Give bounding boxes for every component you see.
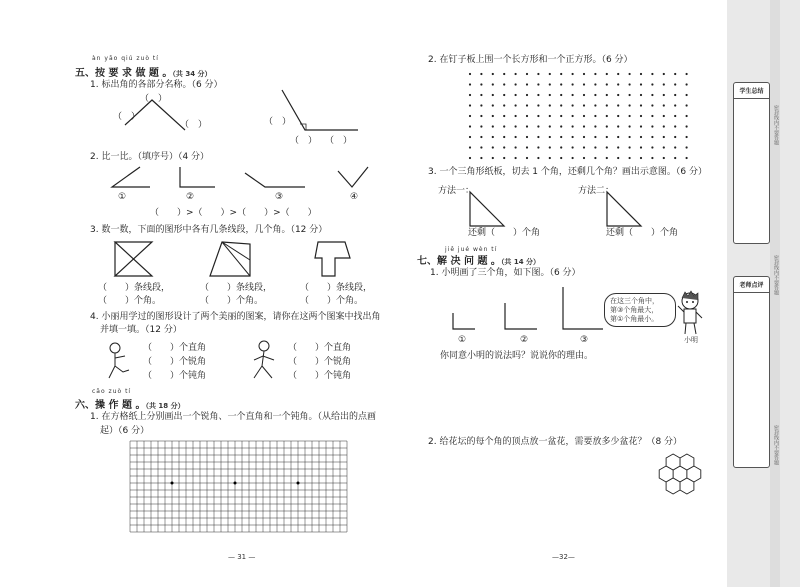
peg[interactable] [674, 94, 676, 96]
peg[interactable] [651, 104, 653, 106]
q1-blank[interactable]: （ ） [264, 117, 292, 127]
peg[interactable] [480, 73, 482, 75]
q4-right-angles-2[interactable]: （ ）个直角 [288, 343, 352, 353]
q4-acute-angles-1[interactable]: （ ）个锐角 [143, 357, 207, 367]
triangle-method2 [605, 190, 645, 230]
peg[interactable] [651, 125, 653, 127]
q2-label-1: ① [118, 192, 127, 202]
peg[interactable] [503, 83, 505, 85]
peg[interactable] [640, 115, 642, 117]
peg[interactable] [606, 94, 608, 96]
peg[interactable] [617, 104, 619, 106]
peg[interactable] [480, 104, 482, 106]
peg[interactable] [526, 104, 528, 106]
peg[interactable] [640, 136, 642, 138]
triangle-method1 [468, 190, 508, 230]
peg[interactable] [572, 157, 574, 159]
peg[interactable] [572, 115, 574, 117]
peg[interactable] [503, 115, 505, 117]
peg[interactable] [663, 125, 665, 127]
peg[interactable] [674, 104, 676, 106]
peg[interactable] [594, 73, 596, 75]
peg[interactable] [686, 125, 688, 127]
peg[interactable] [560, 115, 562, 117]
method2-remaining[interactable]: 还剩（ ）个角 [606, 228, 679, 238]
peg[interactable] [606, 83, 608, 85]
q7-2-text: 2. 给花坛的每个角的顶点放一盆花，需要放多少盆花？（8 分） [428, 437, 683, 447]
peg[interactable] [686, 94, 688, 96]
method2-label: 方法二： [578, 186, 615, 196]
peg[interactable] [526, 136, 528, 138]
peg[interactable] [674, 73, 676, 75]
peg[interactable] [515, 136, 517, 138]
peg[interactable] [594, 104, 596, 106]
peg[interactable] [663, 94, 665, 96]
peg[interactable] [572, 104, 574, 106]
peg[interactable] [594, 94, 596, 96]
q4-right-angles-1[interactable]: （ ）个直角 [143, 343, 207, 353]
peg[interactable] [526, 115, 528, 117]
peg[interactable] [594, 136, 596, 138]
peg[interactable] [469, 125, 471, 127]
peg[interactable] [674, 115, 676, 117]
peg[interactable] [629, 146, 631, 148]
peg[interactable] [617, 115, 619, 117]
peg[interactable] [480, 94, 482, 96]
peg[interactable] [686, 73, 688, 75]
peg[interactable] [617, 94, 619, 96]
peg[interactable] [469, 115, 471, 117]
peg[interactable] [537, 157, 539, 159]
peg[interactable] [480, 83, 482, 85]
peg[interactable] [469, 73, 471, 75]
peg[interactable] [515, 125, 517, 127]
peg[interactable] [583, 115, 585, 117]
peg[interactable] [606, 125, 608, 127]
peg[interactable] [583, 94, 585, 96]
peg[interactable] [686, 115, 688, 117]
peg[interactable] [629, 104, 631, 106]
peg[interactable] [606, 115, 608, 117]
peg[interactable] [526, 157, 528, 159]
peg[interactable] [560, 157, 562, 159]
peg[interactable] [663, 104, 665, 106]
q4-figure-2 [250, 338, 280, 383]
q2-text: 2. 比一比。（填序号）（4 分） [90, 152, 210, 162]
peg[interactable] [469, 104, 471, 106]
peg[interactable] [549, 83, 551, 85]
q1-blank[interactable]: （ ） [180, 120, 208, 130]
peg[interactable] [629, 94, 631, 96]
q6-2-text: 2. 在钉子板上围一个长方形和一个正方形。（6 分） [428, 55, 633, 65]
section5-title: 五、按 要 求 做 题 。（共 34 分） [75, 68, 212, 79]
q2-angles [110, 165, 380, 195]
peg[interactable] [549, 115, 551, 117]
peg[interactable] [594, 157, 596, 159]
q7-1-label-2: ② [520, 335, 529, 345]
peg[interactable] [640, 94, 642, 96]
peg[interactable] [640, 104, 642, 106]
peg[interactable] [629, 125, 631, 127]
peg[interactable] [606, 136, 608, 138]
teacher-comment-title: 老师点评 [734, 277, 769, 293]
peg[interactable] [583, 146, 585, 148]
peg[interactable] [549, 136, 551, 138]
peg[interactable] [606, 73, 608, 75]
pegboard[interactable] [468, 72, 693, 160]
q6-1-line1: 1. 在方格纸上分别画出一个锐角、一个直角和一个钝角。（从给出的点画 [90, 412, 376, 422]
q6-1-line2: 起）（6 分） [100, 426, 150, 436]
peg[interactable] [549, 73, 551, 75]
q2-compare-blanks[interactable]: （ ）>（ ）>（ ）>（ ） [150, 208, 317, 218]
q4-line2: 并填一填。（12 分） [100, 325, 182, 335]
q7-1-text: 1. 小明画了三个角，如下图。（6 分） [430, 268, 581, 278]
peg[interactable] [469, 83, 471, 85]
peg[interactable] [583, 125, 585, 127]
peg[interactable] [515, 115, 517, 117]
square-grid-paper[interactable] [130, 441, 348, 531]
peg[interactable] [480, 115, 482, 117]
peg[interactable] [515, 146, 517, 148]
peg[interactable] [492, 73, 494, 75]
q1-blank[interactable]: （ ） [290, 136, 318, 146]
teacher-comment-box[interactable] [733, 276, 770, 468]
section5-pinyin: àn yāo qiú zuò tí [92, 55, 159, 62]
q1-blank[interactable]: （ ） [140, 94, 168, 104]
method1-remaining[interactable]: 还剩（ ）个角 [468, 228, 541, 238]
peg[interactable] [480, 157, 482, 159]
peg[interactable] [594, 146, 596, 148]
peg[interactable] [663, 115, 665, 117]
peg[interactable] [515, 157, 517, 159]
peg[interactable] [583, 83, 585, 85]
peg[interactable] [640, 146, 642, 148]
peg[interactable] [537, 104, 539, 106]
peg[interactable] [492, 83, 494, 85]
peg[interactable] [537, 83, 539, 85]
section6-pinyin: cāo zuò tí [92, 388, 132, 395]
peg[interactable] [663, 146, 665, 148]
q7-1-angles [445, 285, 605, 335]
peg[interactable] [686, 136, 688, 138]
peg[interactable] [503, 146, 505, 148]
q1-blank[interactable]: （ ） [325, 136, 353, 146]
peg[interactable] [686, 104, 688, 106]
peg[interactable] [469, 146, 471, 148]
peg[interactable] [515, 104, 517, 106]
peg[interactable] [583, 157, 585, 159]
q6-3-text: 3. 一个三角形纸板，切去 1 个角，还剩几个角？画出示意图。（6 分） [428, 167, 707, 177]
student-summary-box[interactable] [733, 82, 770, 244]
peg[interactable] [629, 83, 631, 85]
peg[interactable] [572, 94, 574, 96]
peg[interactable] [515, 94, 517, 96]
peg[interactable] [537, 136, 539, 138]
peg[interactable] [617, 73, 619, 75]
q4-acute-angles-2[interactable]: （ ）个锐角 [288, 357, 352, 367]
peg[interactable] [560, 104, 562, 106]
peg[interactable] [640, 125, 642, 127]
peg[interactable] [526, 146, 528, 148]
peg[interactable] [674, 125, 676, 127]
q4-obtuse-angles-1[interactable]: （ ）个钝角 [143, 371, 207, 381]
peg[interactable] [515, 73, 517, 75]
peg[interactable] [583, 73, 585, 75]
peg[interactable] [492, 157, 494, 159]
peg[interactable] [526, 83, 528, 85]
hexagon-cell [680, 454, 694, 470]
q4-obtuse-angles-2[interactable]: （ ）个钝角 [288, 371, 352, 381]
q3-angles-1[interactable]: （ ）个角。 [98, 296, 162, 306]
peg[interactable] [492, 146, 494, 148]
xiaoming-name: 小明 [684, 336, 698, 344]
peg[interactable] [572, 146, 574, 148]
peg[interactable] [606, 146, 608, 148]
peg[interactable] [549, 94, 551, 96]
q3-angles-2[interactable]: （ ）个角。 [200, 296, 264, 306]
peg[interactable] [480, 125, 482, 127]
peg[interactable] [640, 83, 642, 85]
student-summary-title: 学生总结 [734, 83, 769, 99]
peg[interactable] [492, 125, 494, 127]
peg[interactable] [629, 73, 631, 75]
start-point[interactable] [171, 482, 174, 485]
q2-label-4: ④ [350, 192, 359, 202]
peg[interactable] [674, 146, 676, 148]
start-point[interactable] [234, 482, 237, 485]
peg[interactable] [674, 157, 676, 159]
peg[interactable] [503, 94, 505, 96]
q3-text: 3. 数一数，下面的图形中各有几条线段，几个角。（12 分） [90, 225, 328, 235]
peg[interactable] [537, 115, 539, 117]
q2-label-2: ② [186, 192, 195, 202]
peg[interactable] [492, 94, 494, 96]
peg[interactable] [617, 157, 619, 159]
page-number-32: —32— [552, 553, 575, 561]
peg[interactable] [503, 104, 505, 106]
peg[interactable] [480, 136, 482, 138]
peg[interactable] [606, 104, 608, 106]
peg[interactable] [469, 157, 471, 159]
peg[interactable] [549, 104, 551, 106]
peg[interactable] [503, 125, 505, 127]
peg[interactable] [492, 104, 494, 106]
seal-note: 密封线内不要答题 [773, 105, 779, 145]
peg[interactable] [560, 136, 562, 138]
hexagon-cell [666, 478, 680, 494]
peg[interactable] [617, 125, 619, 127]
seal-note: 密封线内不要答题 [773, 255, 779, 295]
peg[interactable] [617, 136, 619, 138]
peg[interactable] [674, 83, 676, 85]
peg[interactable] [629, 115, 631, 117]
peg[interactable] [503, 136, 505, 138]
peg[interactable] [629, 157, 631, 159]
peg[interactable] [651, 83, 653, 85]
peg[interactable] [537, 146, 539, 148]
peg[interactable] [469, 94, 471, 96]
hexagon-flowerbed [653, 450, 708, 498]
peg[interactable] [515, 83, 517, 85]
peg[interactable] [526, 73, 528, 75]
peg[interactable] [572, 73, 574, 75]
peg[interactable] [674, 136, 676, 138]
peg[interactable] [594, 125, 596, 127]
q3-segments-3[interactable]: （ ）条线段， [300, 283, 373, 293]
q7-1-label-1: ① [458, 335, 467, 345]
peg[interactable] [549, 125, 551, 127]
q3-segments-2[interactable]: （ ）条线段， [200, 283, 273, 293]
peg[interactable] [651, 73, 653, 75]
peg[interactable] [663, 157, 665, 159]
start-point[interactable] [297, 482, 300, 485]
hexagon-cell [666, 454, 680, 470]
peg[interactable] [537, 73, 539, 75]
peg[interactable] [560, 94, 562, 96]
peg[interactable] [583, 104, 585, 106]
peg[interactable] [663, 136, 665, 138]
peg[interactable] [560, 146, 562, 148]
section7-title: 七、解 决 问 题 。（共 14 分） [417, 256, 541, 267]
peg[interactable] [469, 136, 471, 138]
peg[interactable] [549, 146, 551, 148]
peg[interactable] [651, 146, 653, 148]
speech-bubble: 在这三个角中， 第③个角最大， 第①个角最小。 [604, 293, 676, 327]
seal-note: 密封线内不要答题 [773, 425, 779, 465]
peg[interactable] [663, 73, 665, 75]
peg[interactable] [526, 94, 528, 96]
q3-angles-3[interactable]: （ ）个角。 [300, 296, 364, 306]
q4-figure-1 [105, 340, 135, 380]
xiaoming-character [676, 290, 706, 338]
q7-1-question: 你同意小明的说法吗？说说你的理由。 [440, 351, 594, 361]
method1-label: 方法一： [438, 186, 475, 196]
q1-text: 1. 标出角的各部分名称。（6 分） [90, 80, 223, 90]
peg[interactable] [651, 115, 653, 117]
peg[interactable] [572, 125, 574, 127]
peg[interactable] [526, 125, 528, 127]
q3-segments-1[interactable]: （ ）条线段， [98, 283, 171, 293]
peg[interactable] [651, 157, 653, 159]
peg[interactable] [537, 94, 539, 96]
peg[interactable] [686, 157, 688, 159]
q3-shapes [110, 240, 380, 280]
peg[interactable] [606, 157, 608, 159]
peg[interactable] [594, 115, 596, 117]
q4-line1: 4. 小丽用学过的图形设计了两个美丽的图案，请你在这两个图案中找出角 [90, 312, 381, 322]
peg[interactable] [640, 73, 642, 75]
q1-blank[interactable]: （ ） [113, 112, 141, 122]
peg[interactable] [549, 157, 551, 159]
hexagon-cell [680, 478, 694, 494]
peg[interactable] [640, 157, 642, 159]
peg[interactable] [503, 157, 505, 159]
peg[interactable] [617, 146, 619, 148]
peg[interactable] [560, 125, 562, 127]
peg[interactable] [663, 83, 665, 85]
section7-pinyin: jiě jué wèn tí [445, 246, 498, 253]
peg[interactable] [537, 125, 539, 127]
peg[interactable] [560, 83, 562, 85]
peg[interactable] [686, 146, 688, 148]
peg[interactable] [583, 136, 585, 138]
peg[interactable] [572, 136, 574, 138]
peg[interactable] [492, 115, 494, 117]
peg[interactable] [480, 146, 482, 148]
peg[interactable] [594, 83, 596, 85]
section6-title: 六、操 作 题 。（共 18 分） [75, 400, 185, 411]
peg[interactable] [651, 136, 653, 138]
q7-1-label-3: ③ [580, 335, 589, 345]
peg[interactable] [651, 94, 653, 96]
peg[interactable] [560, 73, 562, 75]
peg[interactable] [503, 73, 505, 75]
peg[interactable] [617, 83, 619, 85]
q2-label-3: ③ [275, 192, 284, 202]
peg[interactable] [629, 136, 631, 138]
peg[interactable] [572, 83, 574, 85]
page-number-31: — 31 — [228, 553, 256, 561]
peg[interactable] [492, 136, 494, 138]
q1-angle-figure-2 [270, 85, 370, 145]
peg[interactable] [686, 83, 688, 85]
